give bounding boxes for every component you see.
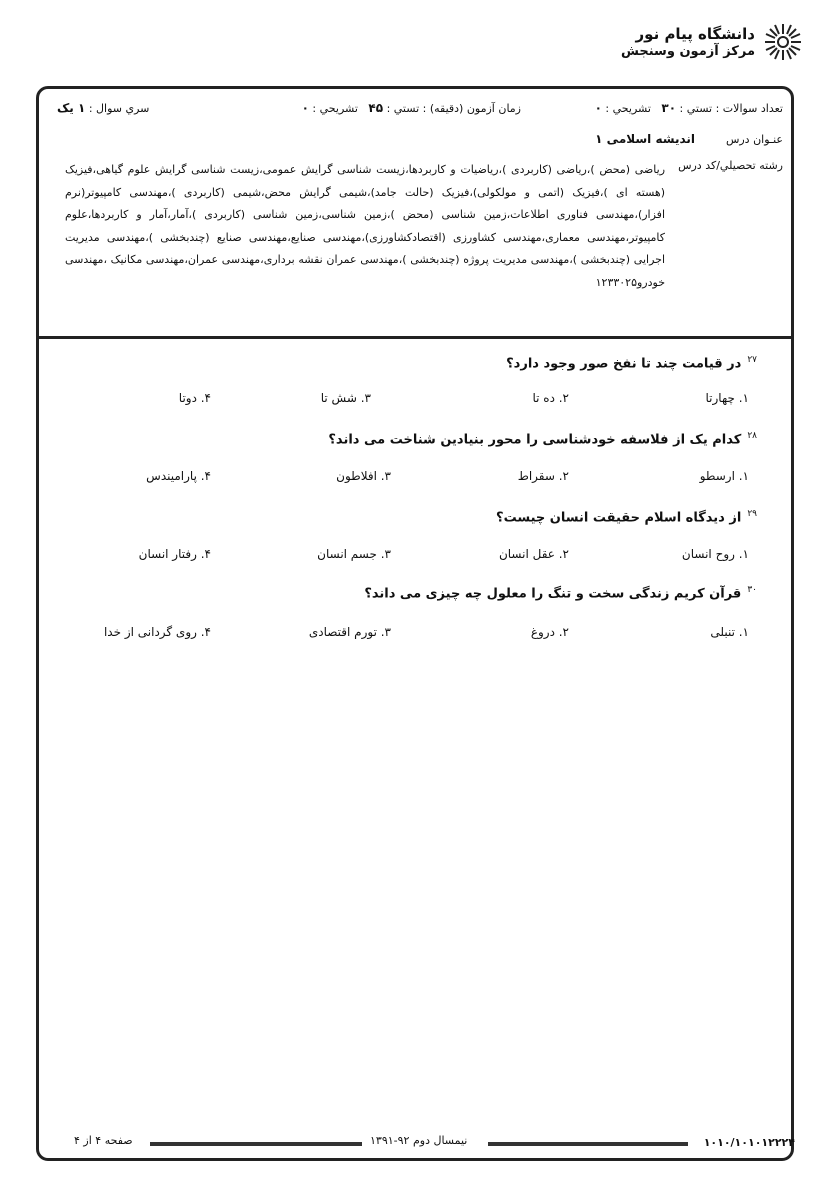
question-count-value: ۳۰ [661,101,677,115]
q27-option-4[interactable]: ۴. دوتا [178,391,211,405]
time-value: ۴۵ [368,101,384,115]
q30-option-4[interactable]: ۴. روی گردانی از خدا [103,625,211,639]
time-label: زمان آزمون (دقيقه) : تستي : [386,102,521,115]
major-list: ریاضی (محض )،ریاضی (کاربردی )،ریاضیات و کاربردها،زیست شناسی گرایش عمومی،زیست شناسی گرایش علوم گیاهی،فیزیک (هسته ای )،فیزیک (اتمی و مولکولی)،فیزیک (حالت جامد)،شیمی گرایش محض،شیمی (کاربردی )،مهندسی کامپیوتر(نرم افزار)،مهندسی فناوری اطلاعات،زمین شناسی (محض )،زمین شناسی،زمین شناسی (کاربردی )،آمار،آمار و کاربردها،علوم کامپیوتر،مهندسی معماری،مهندسی کشاورزی (اقتصادکشاورزی)،مهندسی صنایع،مهندسی صنایع (چندبخشی )،مهندسی مدیریت اجرایی (چندبخشی )،مهندسی مدیریت پروژه (چندبخشی )،مهندسی عمران نقشه برداری،مهندسی عمران،مهندسی مکانیک ،مهندسی خودرو۱۲۳۳۰۲۵ [65,163,665,289]
descriptive-value: ۰ [594,101,602,115]
exam-header [39,89,791,339]
q28-option-2[interactable]: ۲. سقراط [517,469,569,483]
question-30: $^{۳۰}$قرآن کریم زندگی سخت و تنگ را معلول چه چیزی می داند؟ [364,585,757,602]
q30-option-3[interactable]: ۳. تورم اقتصادی [308,625,391,639]
sunburst-logo-icon [763,22,803,62]
q29-option-2[interactable]: ۲. عقل انسان [498,547,569,561]
question-29: $^{۲۹}$از دیدگاه اسلام حقیقت انسان چیست؟ [496,509,757,526]
q29-option-1[interactable]: ۱. روح انسان [681,547,749,561]
question-27: $^{۲۷}$در قیامت چند تا نفخ صور وجود دارد؟ [506,355,757,372]
footer-semester: نیمسال دوم ۹۲-۱۳۹۱ [370,1134,468,1147]
q28-option-3[interactable]: ۳. افلاطون [336,469,391,483]
exam-frame [36,86,794,1161]
exam-time [302,101,521,115]
question-count-label: تعداد سوالات : تستي : [679,102,783,115]
footer-divider-left [150,1142,362,1146]
series [57,101,149,115]
logo-line-2: مرکز آزمون وسنجش [621,43,755,59]
time-descriptive-label: تشريحي : [312,102,358,115]
course-title-value: اندیشه اسلامی ۱ [595,132,695,146]
major-label: رشته تحصيلي/کد درس [678,159,783,172]
q29-option-4[interactable]: ۴. رفتار انسان [138,547,211,561]
q29-option-3[interactable]: ۳. جسم انسان [317,547,391,561]
q28-option-1[interactable]: ۱. ارسطو [699,469,749,483]
footer-code: ۱۰۱۰/۱۰۱۰۱۲۲۲۴ [703,1136,795,1149]
series-value: ۱ يک [57,101,86,115]
q30-option-2[interactable]: ۲. دروغ [530,625,569,639]
question-count [595,101,783,115]
q27-option-3[interactable]: ۳. شش تا [320,391,371,405]
footer-divider-right [488,1142,688,1146]
logo-line-1: دانشگاه پیام نور [635,24,755,43]
time-descriptive-value: ۰ [301,101,309,115]
course-title-label: عنـوان درس [725,133,783,146]
q30-option-1[interactable]: ۱. تنبلی [710,625,749,639]
series-label: سري سوال : [88,102,150,115]
q27-option-2[interactable]: ۲. ده تا [532,391,569,405]
q28-option-4[interactable]: ۴. پارامیندس [146,469,211,483]
question-28: $^{۲۸}$کدام یک از فلاسفه خودشناسی را محور بنیادین شناخت می داند؟ [328,431,757,448]
q27-option-1[interactable]: ۱. چهارتا [705,391,749,405]
footer-page-number: صفحه ۴ از ۴ [74,1134,133,1147]
descriptive-label: تشريحي : [605,102,651,115]
university-logo [621,22,803,62]
